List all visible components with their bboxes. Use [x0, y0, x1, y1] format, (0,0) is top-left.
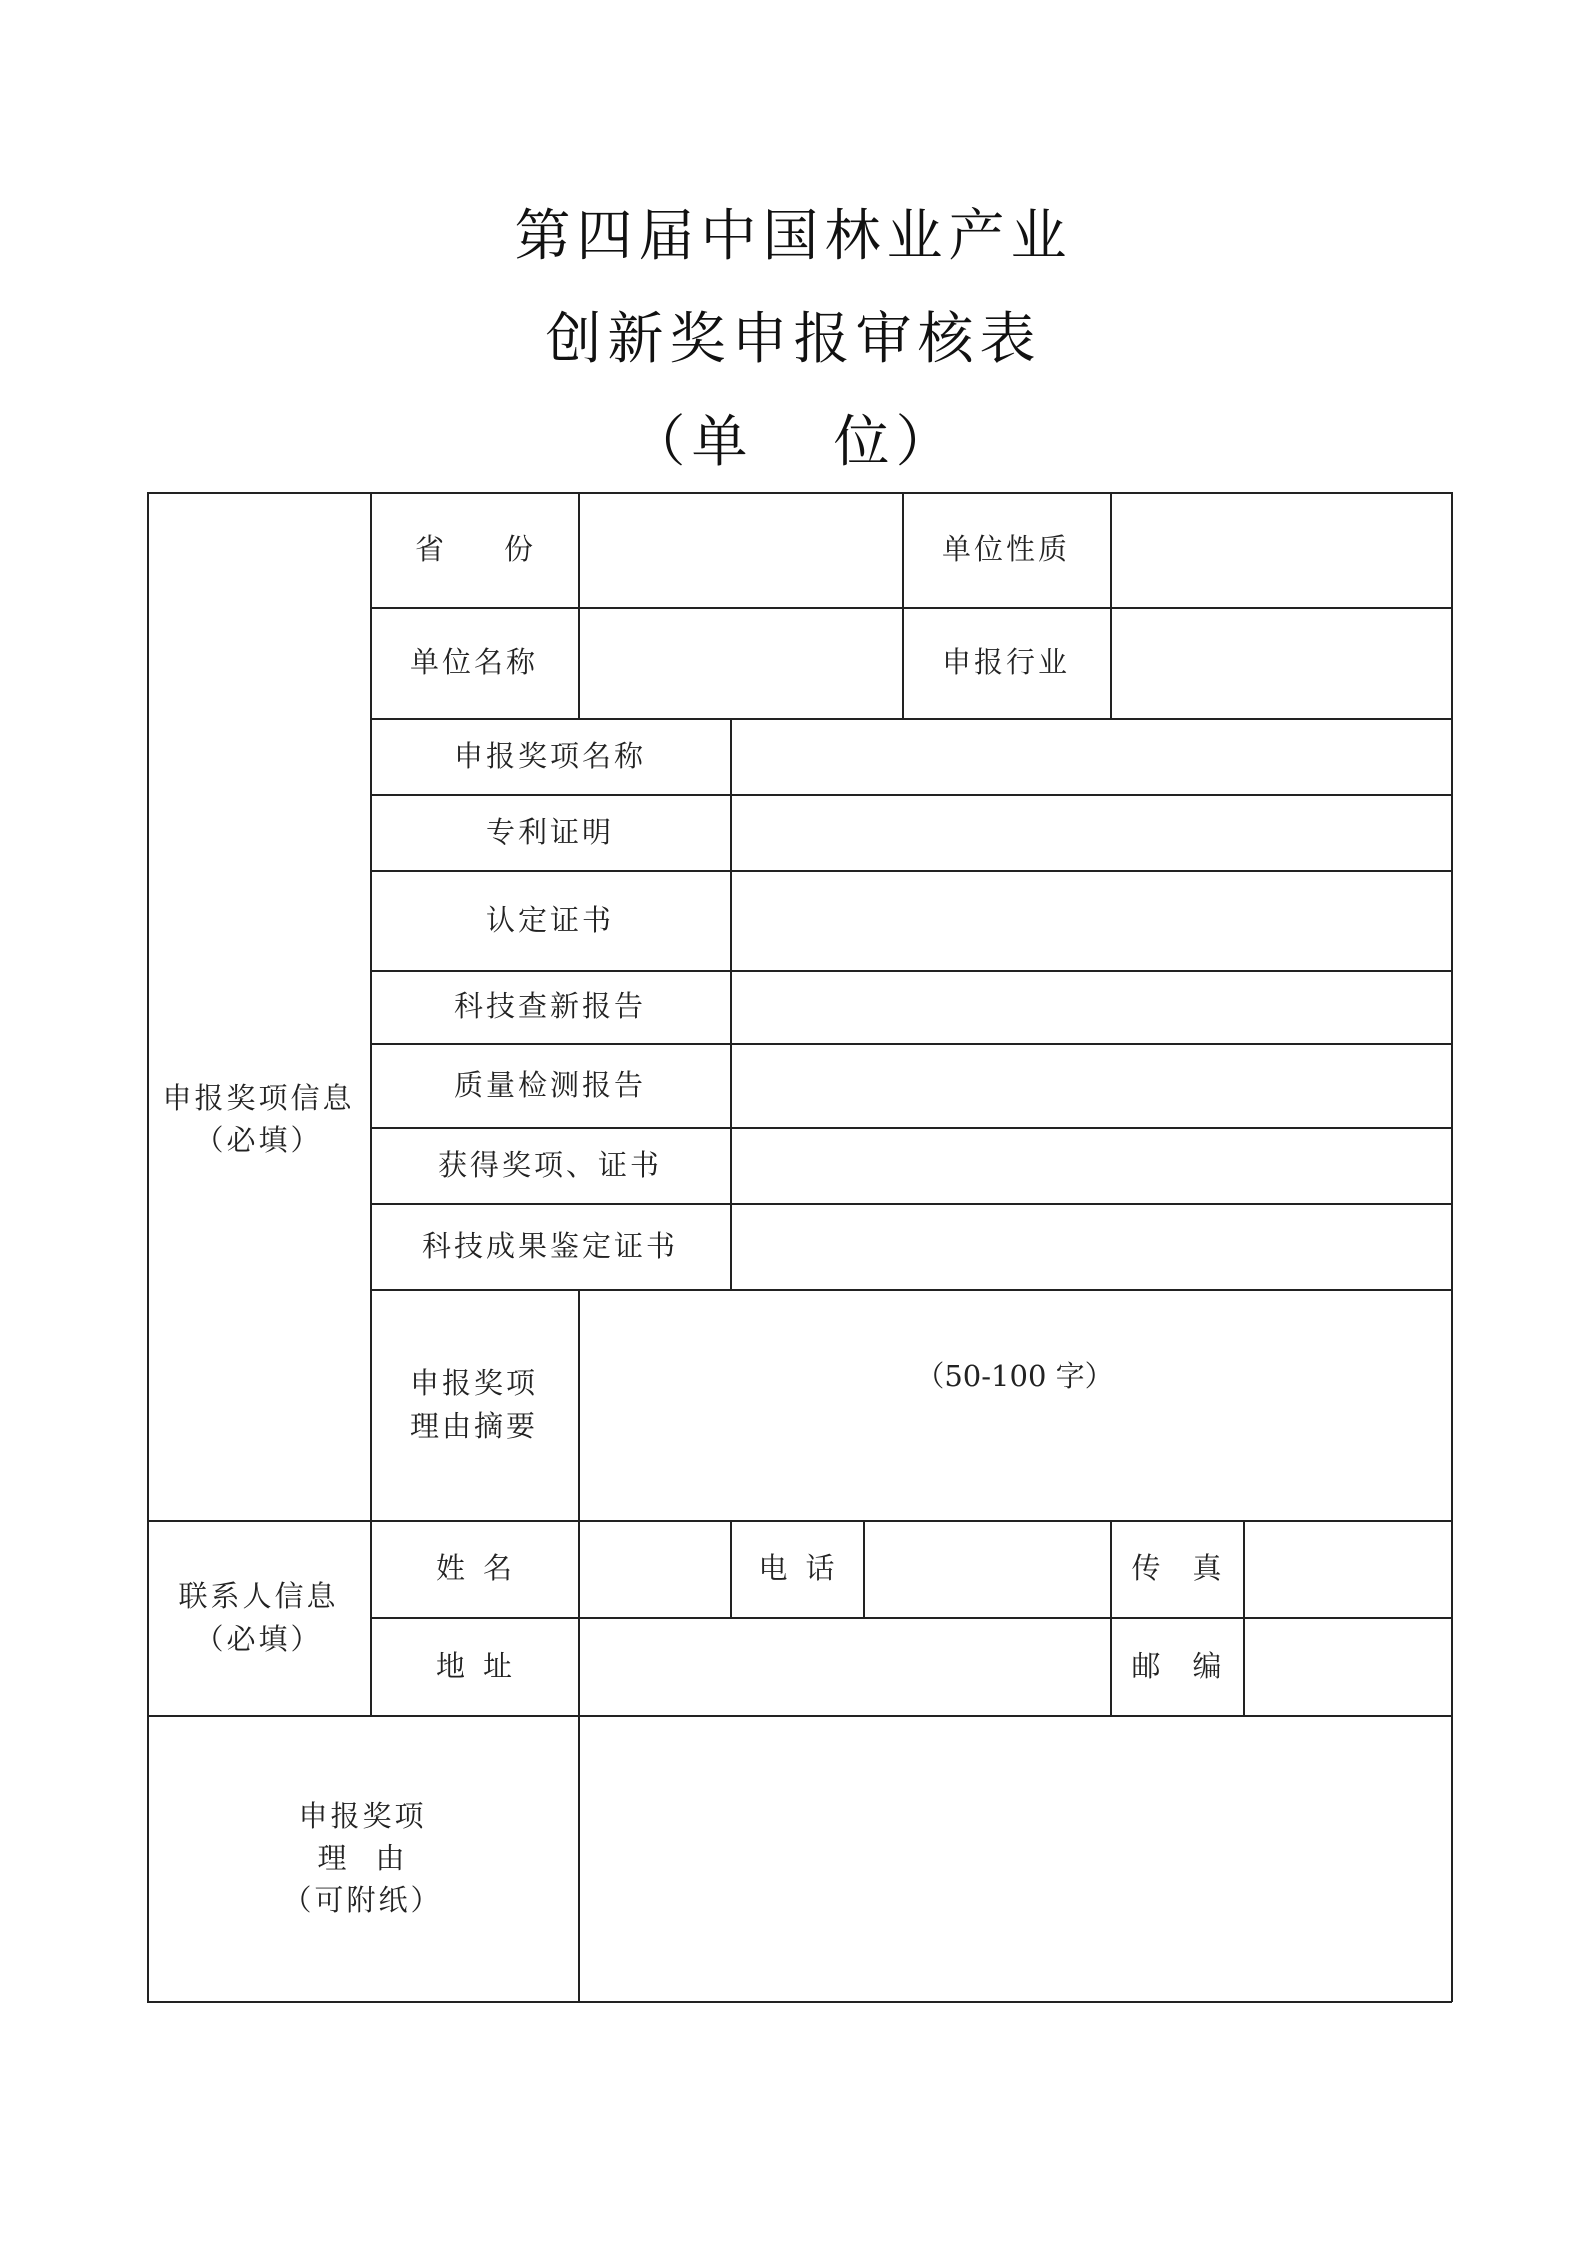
contact-address-field[interactable] [578, 1617, 1110, 1715]
industry-field[interactable] [1110, 607, 1451, 718]
quality-report-label: 质量检测报告 [453, 1067, 646, 1102]
award-name-field[interactable] [730, 718, 1451, 794]
award-name-label: 申报奖项名称 [453, 738, 646, 773]
summary-label [370, 1289, 578, 1520]
patent-proof-field[interactable] [730, 794, 1451, 870]
reason-label-attachment-note: （可附纸） [282, 1883, 443, 1918]
contact-name-label-char-1: 姓 [436, 1551, 466, 1586]
contact-section-title: 联系人信息 [178, 1579, 339, 1614]
summary-field[interactable] [578, 1289, 1451, 1520]
award-section-required-note: （必填） [194, 1123, 323, 1157]
form-title-line-1: 第四届中国林业产业 [514, 204, 1073, 269]
unit-nature-field[interactable] [1110, 492, 1451, 607]
award-section-label [147, 718, 370, 1520]
quality-report-field[interactable] [730, 1043, 1451, 1127]
form-title-line-3 [0, 398, 1587, 478]
contact-address-label-char-1: 地 [436, 1648, 466, 1683]
contact-phone-label-char-2: 话 [805, 1551, 835, 1586]
certification-field[interactable] [730, 870, 1451, 970]
reason-label-char-2: 由 [375, 1840, 408, 1875]
contact-fax-field[interactable] [1243, 1520, 1451, 1617]
contact-section-required-note: （必填） [194, 1621, 323, 1656]
contact-phone-field[interactable] [863, 1520, 1110, 1617]
contact-phone-label-char-1: 电 [758, 1551, 788, 1586]
contact-fax-label-char-1: 传 [1131, 1551, 1161, 1586]
province-label [370, 492, 578, 607]
awards-certificates-label: 获得奖项、证书 [437, 1147, 662, 1182]
certification-label: 认定证书 [485, 902, 614, 937]
unit-name-field[interactable] [578, 607, 902, 718]
contact-postcode-label-char-2: 编 [1192, 1648, 1222, 1683]
unit-nature-label: 单位性质 [941, 532, 1070, 567]
summary-label-line-1: 申报奖项 [409, 1366, 538, 1401]
award-section-title: 申报奖项信息 [162, 1080, 355, 1115]
contact-postcode-label-char-1: 邮 [1131, 1648, 1161, 1683]
province-field[interactable] [578, 492, 902, 607]
novelty-report-label: 科技查新报告 [453, 989, 646, 1024]
contact-address-label [370, 1617, 578, 1715]
contact-fax-label-char-2: 真 [1192, 1551, 1222, 1586]
achievement-appraisal-label: 科技成果鉴定证书 [421, 1228, 678, 1263]
contact-fax-label [1110, 1520, 1243, 1617]
title-line-3-close: 位） [833, 410, 958, 475]
contact-section-label [147, 1520, 370, 1715]
province-label-char-2: 份 [503, 532, 533, 567]
reason-label-line-1: 申报奖项 [298, 1798, 427, 1833]
contact-name-label [370, 1520, 578, 1617]
awards-certificates-field[interactable] [730, 1127, 1451, 1203]
title-line-3-open: （单 [629, 410, 754, 475]
contact-address-label-char-2: 址 [482, 1648, 512, 1683]
industry-label: 申报行业 [941, 645, 1070, 680]
reason-field[interactable] [578, 1715, 1451, 2001]
province-label-char-1: 省 [415, 532, 445, 567]
unit-name-label: 单位名称 [409, 645, 538, 680]
novelty-report-field[interactable] [730, 970, 1451, 1043]
contact-phone-label [730, 1520, 863, 1617]
reason-label-char-1: 理 [317, 1840, 350, 1875]
summary-label-line-2: 理由摘要 [409, 1408, 538, 1443]
contact-name-label-char-2: 名 [482, 1551, 512, 1586]
contact-name-field[interactable] [578, 1520, 730, 1617]
contact-postcode-field[interactable] [1243, 1617, 1451, 1715]
reason-label [147, 1715, 578, 2001]
patent-proof-label: 专利证明 [485, 814, 614, 849]
form-title-line-2: 创新奖申报审核表 [545, 307, 1042, 372]
achievement-appraisal-field[interactable] [730, 1203, 1451, 1289]
summary-length-hint: （50-100 字） [915, 1359, 1114, 1394]
contact-postcode-label [1110, 1617, 1243, 1715]
